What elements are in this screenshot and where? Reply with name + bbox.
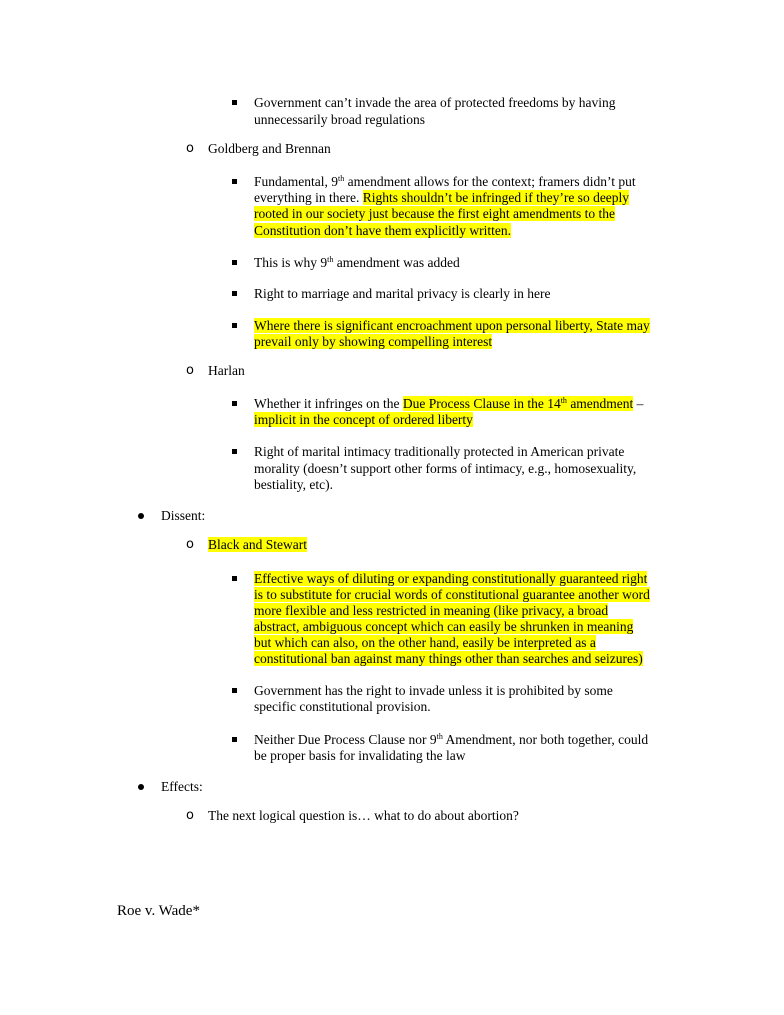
hollow-circle-bullet-icon: o	[186, 537, 194, 552]
highlighted-text: Black and Stewart	[208, 537, 307, 552]
square-bullet-icon	[232, 291, 237, 296]
text-line	[254, 223, 511, 239]
filled-circle-bullet-icon	[138, 784, 144, 790]
text-line: The next logical question is… what to do about abortion?	[208, 808, 519, 823]
square-bullet-icon	[232, 688, 237, 693]
text-line: Fundamental, 9th amendment allows for the context; framers didn’t put	[254, 174, 636, 189]
text-line: everything in there. Rights shouldn’t be infringed if they’re so deeply	[254, 190, 630, 205]
filled-circle-bullet-icon	[138, 513, 144, 519]
highlighted-text: is to substitute for crucial words of constitutional guarantee another word	[254, 587, 650, 602]
text-line	[254, 334, 492, 350]
text-line	[254, 318, 650, 334]
heading-effects: Effects:	[161, 779, 203, 794]
square-bullet-icon	[232, 449, 237, 454]
text-line: Right of marital intimacy traditionally protected in American private	[254, 444, 625, 459]
highlighted-text: Due Process Clause in the 14th amendment	[402, 396, 634, 411]
highlighted-text: abstract, ambiguous concept which can easily be shrunken in meaning	[254, 619, 634, 634]
square-bullet-icon	[232, 323, 237, 328]
highlighted-text: prevail only by showing compelling interest	[254, 334, 493, 349]
hollow-circle-bullet-icon: o	[186, 141, 194, 156]
text-line: unnecessarily broad regulations	[254, 112, 425, 127]
subheading-goldberg: Goldberg and Brennan	[208, 141, 331, 156]
text-line: Whether it infringes on the Due Process Clause in the 14th amendment –	[254, 396, 644, 411]
text-line: morality (doesn’t support other forms of intimacy, e.g., homosexuality,	[254, 461, 637, 476]
text-line	[254, 619, 633, 635]
square-bullet-icon	[232, 260, 237, 265]
hollow-circle-bullet-icon: o	[186, 808, 194, 823]
heading-dissent: Dissent:	[161, 508, 206, 523]
subheading-black	[208, 537, 307, 553]
text-line: Neither Due Process Clause nor 9th Amendment, nor both together, could	[254, 732, 649, 747]
text-line: bestiality, etc).	[254, 477, 333, 492]
text-line	[254, 587, 650, 603]
square-bullet-icon	[232, 100, 237, 105]
highlighted-text: implicit in the concept of ordered liberty	[254, 412, 473, 427]
hollow-circle-bullet-icon: o	[186, 363, 194, 378]
text-line	[254, 206, 615, 222]
text-line	[254, 635, 596, 651]
text-line: be proper basis for invalidating the law	[254, 748, 466, 763]
subheading-harlan: Harlan	[208, 363, 245, 378]
text-line: specific constitutional provision.	[254, 699, 431, 714]
square-bullet-icon	[232, 401, 237, 406]
text-line	[254, 571, 647, 587]
text-line: Government has the right to invade unless it is prohibited by some	[254, 683, 613, 698]
highlighted-text: more flexible and less restricted in meaning (like privacy, a broad	[254, 603, 609, 618]
square-bullet-icon	[232, 576, 237, 581]
highlighted-text: constitutional ban against many things other than searches and seizures)	[254, 651, 643, 666]
square-bullet-icon	[232, 737, 237, 742]
highlighted-text: Rights shouldn’t be infringed if they’re so deeply	[362, 190, 630, 205]
square-bullet-icon	[232, 179, 237, 184]
text-line: Right to marriage and marital privacy is clearly in here	[254, 286, 551, 301]
text-line	[254, 651, 643, 667]
highlighted-text: but which can also, on the other hand, easily be interpreted as a	[254, 635, 596, 650]
highlighted-text: Constitution don’t have them explicitly written.	[254, 223, 511, 238]
highlighted-text: Effective ways of diluting or expanding constitutionally guaranteed right	[254, 571, 648, 586]
case-title: Roe v. Wade*	[117, 903, 200, 919]
text-line	[254, 412, 473, 428]
text-line	[254, 603, 608, 619]
text-line: Government can’t invade the area of protected freedoms by having	[254, 95, 616, 110]
highlighted-text: rooted in our society just because the first eight amendments to the	[254, 206, 616, 221]
text-line: This is why 9th amendment was added	[254, 255, 460, 270]
highlighted-text: Where there is significant encroachment upon personal liberty, State may	[254, 318, 650, 333]
